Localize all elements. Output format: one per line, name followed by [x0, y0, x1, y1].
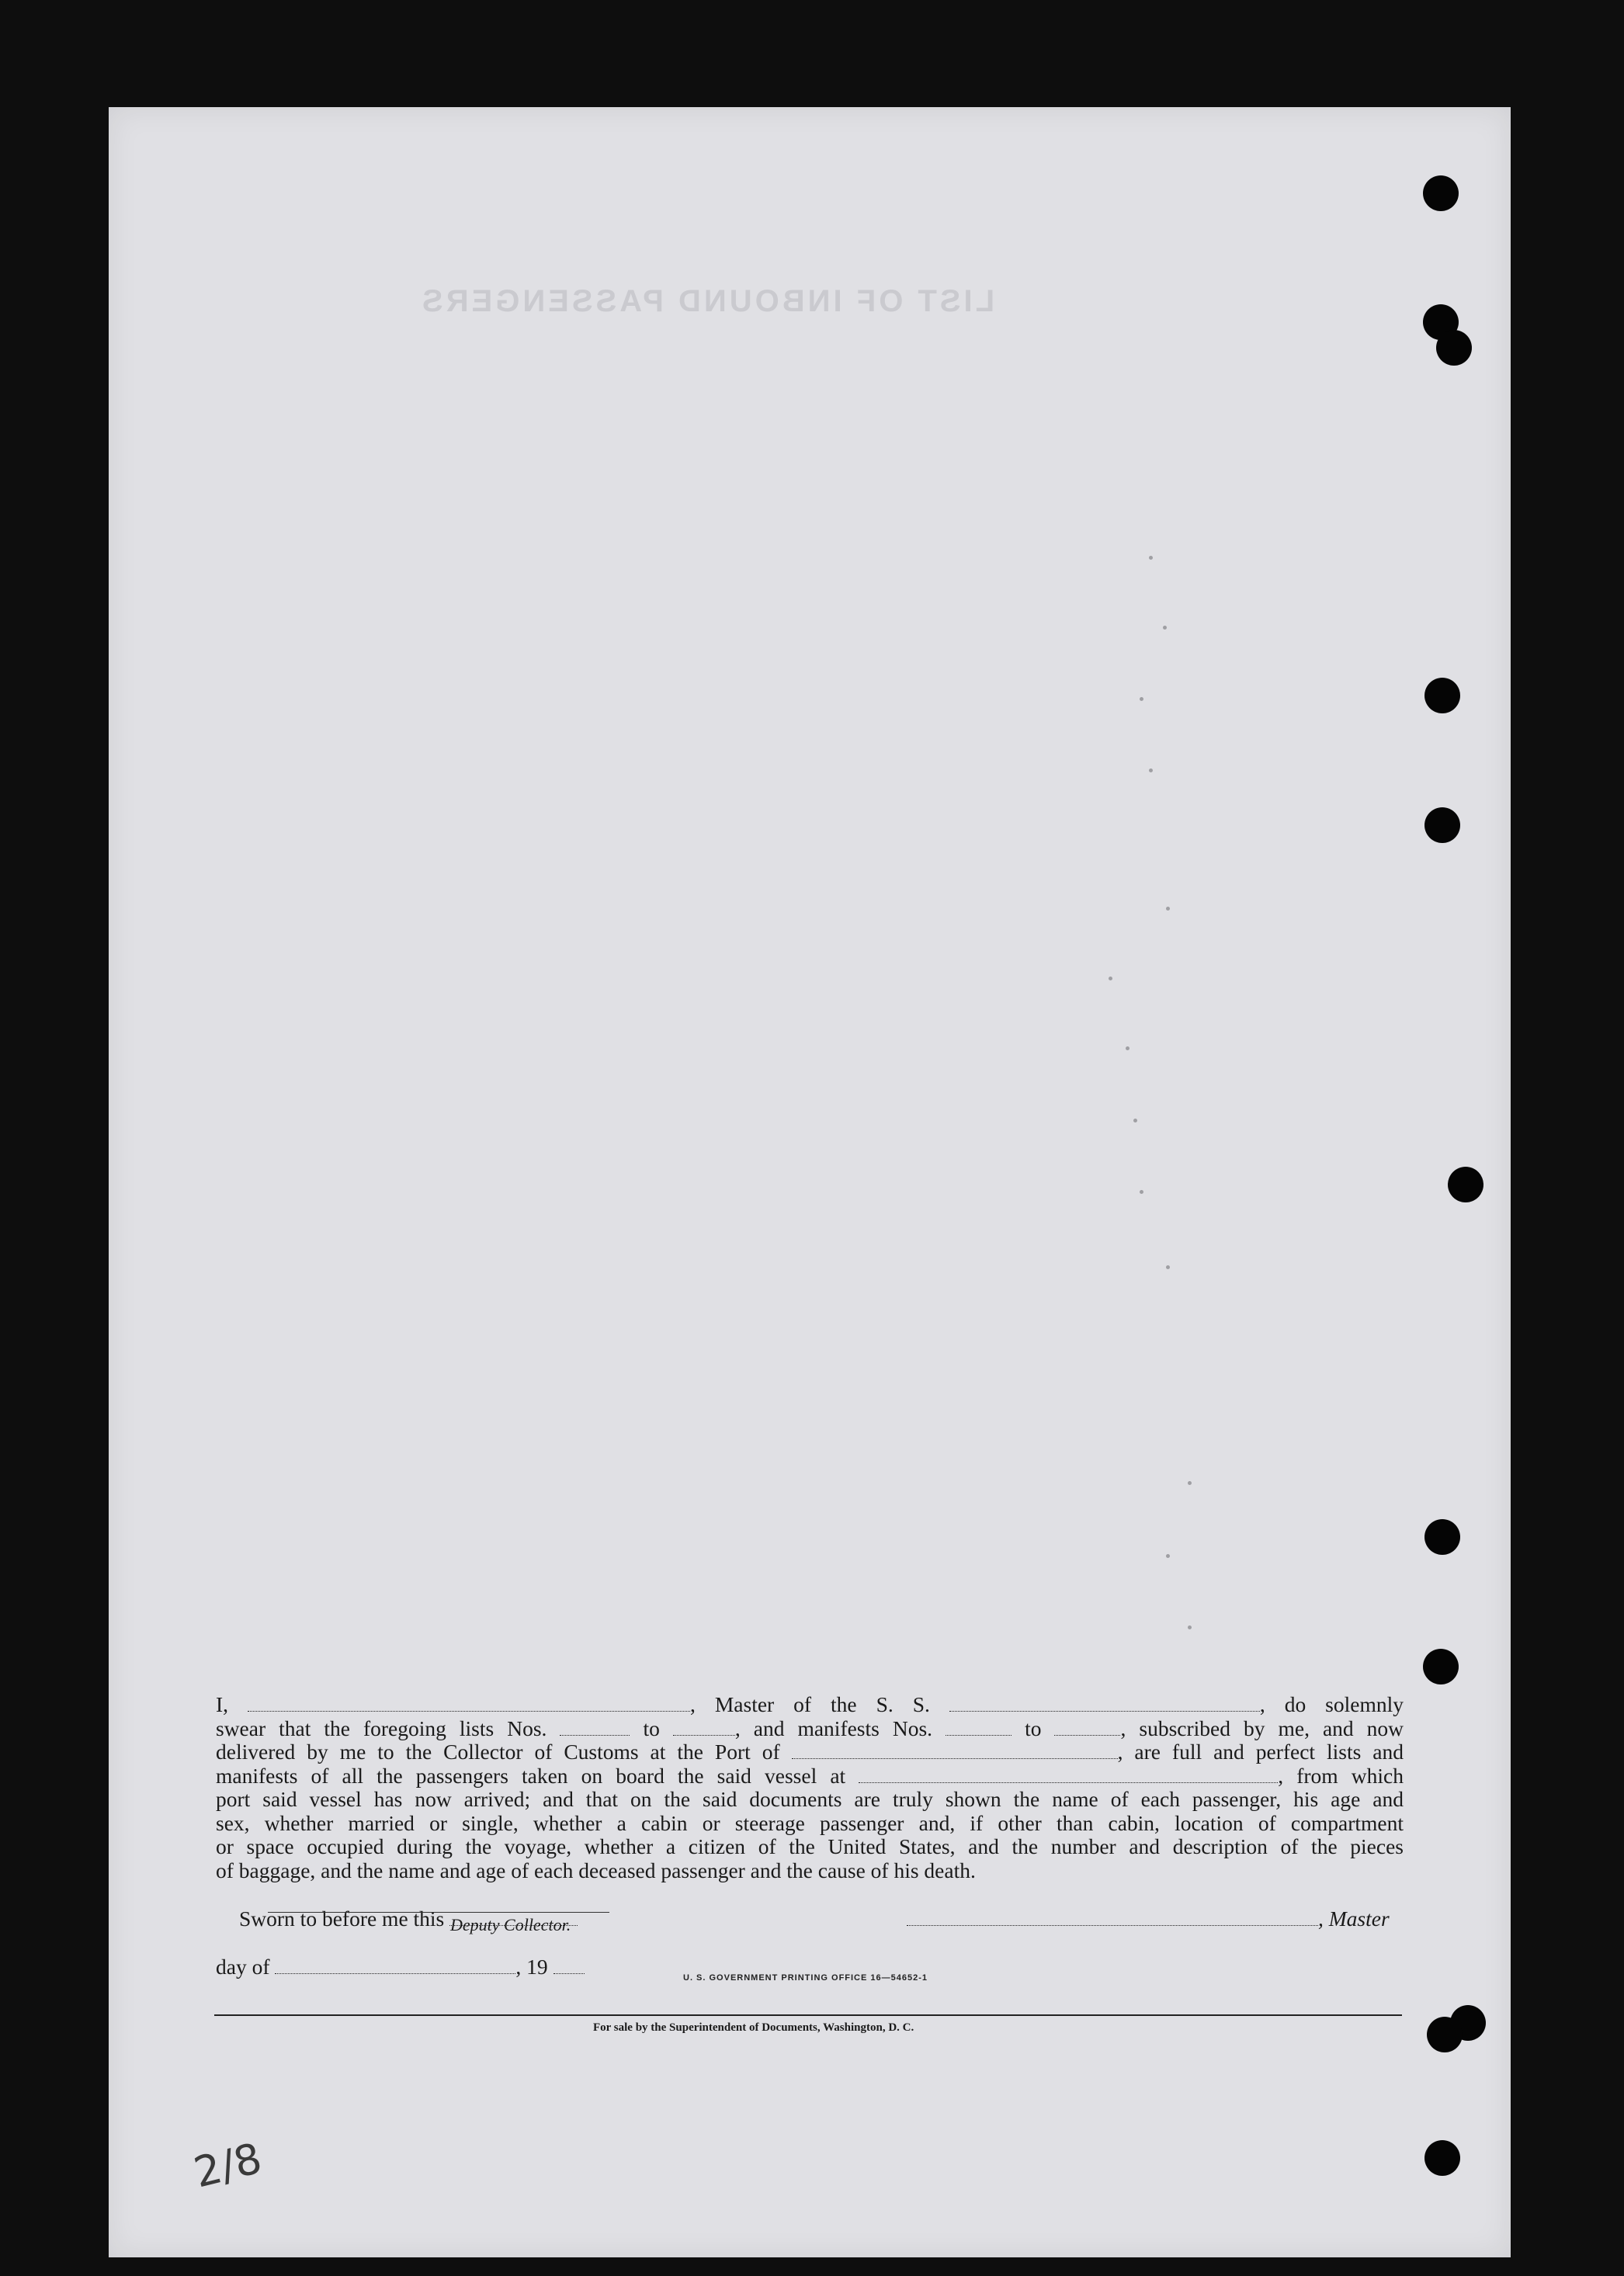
bleed-dot: [1140, 697, 1143, 701]
bleed-dot: [1188, 1625, 1192, 1629]
printing-office-imprint: U. S. GOVERNMENT PRINTING OFFICE 16—54652-1: [683, 1973, 928, 1983]
departure-port-blank[interactable]: [859, 1765, 1278, 1783]
bleed-dot: [1166, 907, 1170, 911]
year-blank[interactable]: [553, 1956, 585, 1974]
bleed-through-title: LIST OF INBOUND PASSENGERS: [419, 284, 995, 318]
oath-line-2: [216, 1717, 1404, 1741]
oath-text: delivered by me to the Collector of Customs at the Port of: [216, 1740, 780, 1764]
bleed-dot: [1188, 1481, 1192, 1485]
manifests-to-blank[interactable]: [1054, 1718, 1120, 1736]
punch-hole: [1424, 2140, 1460, 2176]
punch-hole: [1448, 1167, 1483, 1202]
punch-hole: [1423, 175, 1459, 211]
punch-hole: [1423, 1649, 1459, 1684]
day-of-line: [216, 1955, 585, 1979]
lists-from-blank[interactable]: [560, 1718, 630, 1736]
punch-hole: [1427, 2017, 1463, 2052]
for-sale-notice: For sale by the Superintendent of Documents, Washington, D. C.: [593, 2021, 914, 2034]
master-signature-blank[interactable]: [907, 1908, 1318, 1926]
day-of-label: day of: [216, 1955, 270, 1979]
document-page: [109, 107, 1511, 2257]
handwritten-mark: 2/8: [189, 2133, 267, 2198]
deputy-signature-line[interactable]: [268, 1912, 609, 1913]
month-blank[interactable]: [275, 1956, 515, 1974]
oath-line-8: of baggage, and the name and age of each deceased passenger and the cause of his death.: [216, 1858, 976, 1882]
oath-text: to: [1025, 1716, 1042, 1740]
bleed-dot: [1126, 1046, 1130, 1050]
bleed-dot: [1109, 977, 1112, 980]
oath-text: , do solemnly: [1259, 1692, 1404, 1716]
oath-text: , Master of the S. S.: [690, 1692, 930, 1716]
footer-rule: [214, 2014, 1402, 2016]
vessel-name-blank[interactable]: [949, 1694, 1260, 1712]
bleed-dot: [1133, 1119, 1137, 1122]
master-label: , Master: [1318, 1906, 1390, 1931]
oath-text: , from which: [1278, 1763, 1404, 1788]
oath-line-6: sex, whether married or single, whether a cabin or steerage passenger and, if other than cabin, location of compartment: [216, 1810, 1404, 1835]
oath-text: to: [643, 1716, 660, 1740]
bleed-dot: [1166, 1554, 1170, 1558]
master-signature: [907, 1906, 1390, 1931]
bleed-dot: [1140, 1190, 1143, 1194]
bleed-dot: [1166, 1265, 1170, 1269]
oath-text: swear that the foregoing lists Nos.: [216, 1716, 547, 1740]
master-oath-paragraph: [216, 1693, 1404, 1882]
oath-text: , are full and perfect lists and: [1117, 1740, 1404, 1764]
punch-hole: [1424, 678, 1460, 713]
punch-hole: [1424, 807, 1460, 843]
bleed-dot: [1163, 626, 1167, 630]
manifests-from-blank[interactable]: [946, 1718, 1012, 1736]
bleed-through-layer: [186, 169, 1506, 1722]
punch-hole: [1424, 1519, 1460, 1555]
port-blank[interactable]: [792, 1741, 1118, 1759]
oath-line-5: port said vessel has now arrived; and that on the said documents are truly shown the name of each passenger, his age and: [216, 1787, 1404, 1811]
oath-text: , subscribed by me, and now: [1120, 1716, 1404, 1740]
sworn-label: Sworn to before me this: [239, 1906, 445, 1931]
oath-text: , and manifests Nos.: [734, 1716, 933, 1740]
bleed-dot: [1149, 556, 1153, 560]
oath-text: manifests of all the passengers taken on board the said vessel at: [216, 1763, 846, 1788]
year-label: , 19: [515, 1955, 548, 1979]
oath-text: I,: [216, 1692, 229, 1716]
bleed-dot: [1149, 768, 1153, 772]
oath-line-7: or space occupied during the voyage, whether a citizen of the United States, and the number and description of the pieces: [216, 1834, 1404, 1858]
oath-line-4: [216, 1764, 1404, 1789]
oath-line-3: [216, 1740, 1404, 1764]
oath-line-1: [216, 1693, 1404, 1717]
punch-hole: [1436, 330, 1472, 366]
master-name-blank[interactable]: [248, 1694, 690, 1712]
lists-to-blank[interactable]: [673, 1718, 735, 1736]
deputy-collector-label: Deputy Collector.: [450, 1915, 571, 1934]
